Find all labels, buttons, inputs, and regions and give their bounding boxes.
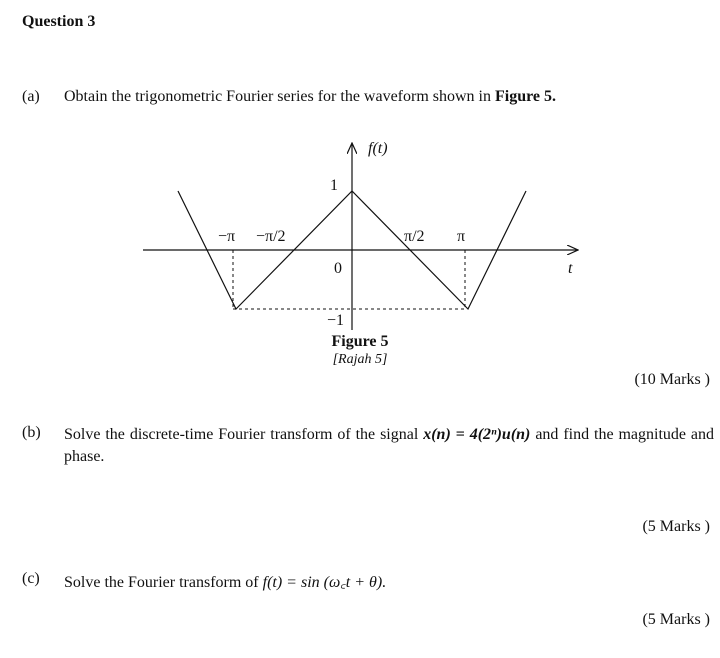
part-c-text [64, 570, 386, 592]
tick-neg-half-pi: −π/2 [256, 228, 286, 245]
part-a-label: (a) [22, 88, 40, 105]
part-c-label: (c) [22, 570, 40, 587]
part-a-marks: (10 Marks ) [634, 371, 710, 388]
tick-pi: π [457, 228, 466, 245]
tick-one: 1 [330, 177, 338, 194]
part-b-label: (b) [22, 424, 41, 441]
x-axis-label: t [568, 260, 573, 277]
part-c-prompt: Solve the Fourier transform of [64, 574, 259, 591]
figure-reference: Figure 5. [495, 88, 557, 105]
ft-expression: f(t) = sin (ω꜀t + θ). [262, 574, 387, 591]
tick-neg-pi: −π [218, 228, 236, 245]
figure-source: [Rajah 5] [332, 352, 388, 367]
tick-half-pi: π/2 [404, 228, 425, 245]
tick-zero: 0 [334, 260, 342, 277]
part-c-marks: (5 Marks ) [642, 611, 710, 628]
part-b-line2: magnitude and phase. [64, 426, 715, 465]
figure-caption: Figure 5 [331, 333, 389, 350]
part-b-prompt: Solve the discrete-time Fourier transform of the signal [64, 426, 419, 443]
question-title: Question 3 [22, 13, 96, 30]
tick-neg-one: −1 [327, 312, 345, 329]
part-a-prompt: Obtain the trigonometric Fourier series for the waveform shown in [64, 88, 491, 105]
part-b-text [64, 424, 714, 468]
part-b-marks: (5 Marks ) [642, 518, 710, 535]
signal-expression: x(n) = 4(2ⁿ)u(n) [423, 426, 531, 443]
part-b-suffix: and find the [535, 426, 614, 443]
y-axis-label: f(t) [368, 140, 388, 157]
